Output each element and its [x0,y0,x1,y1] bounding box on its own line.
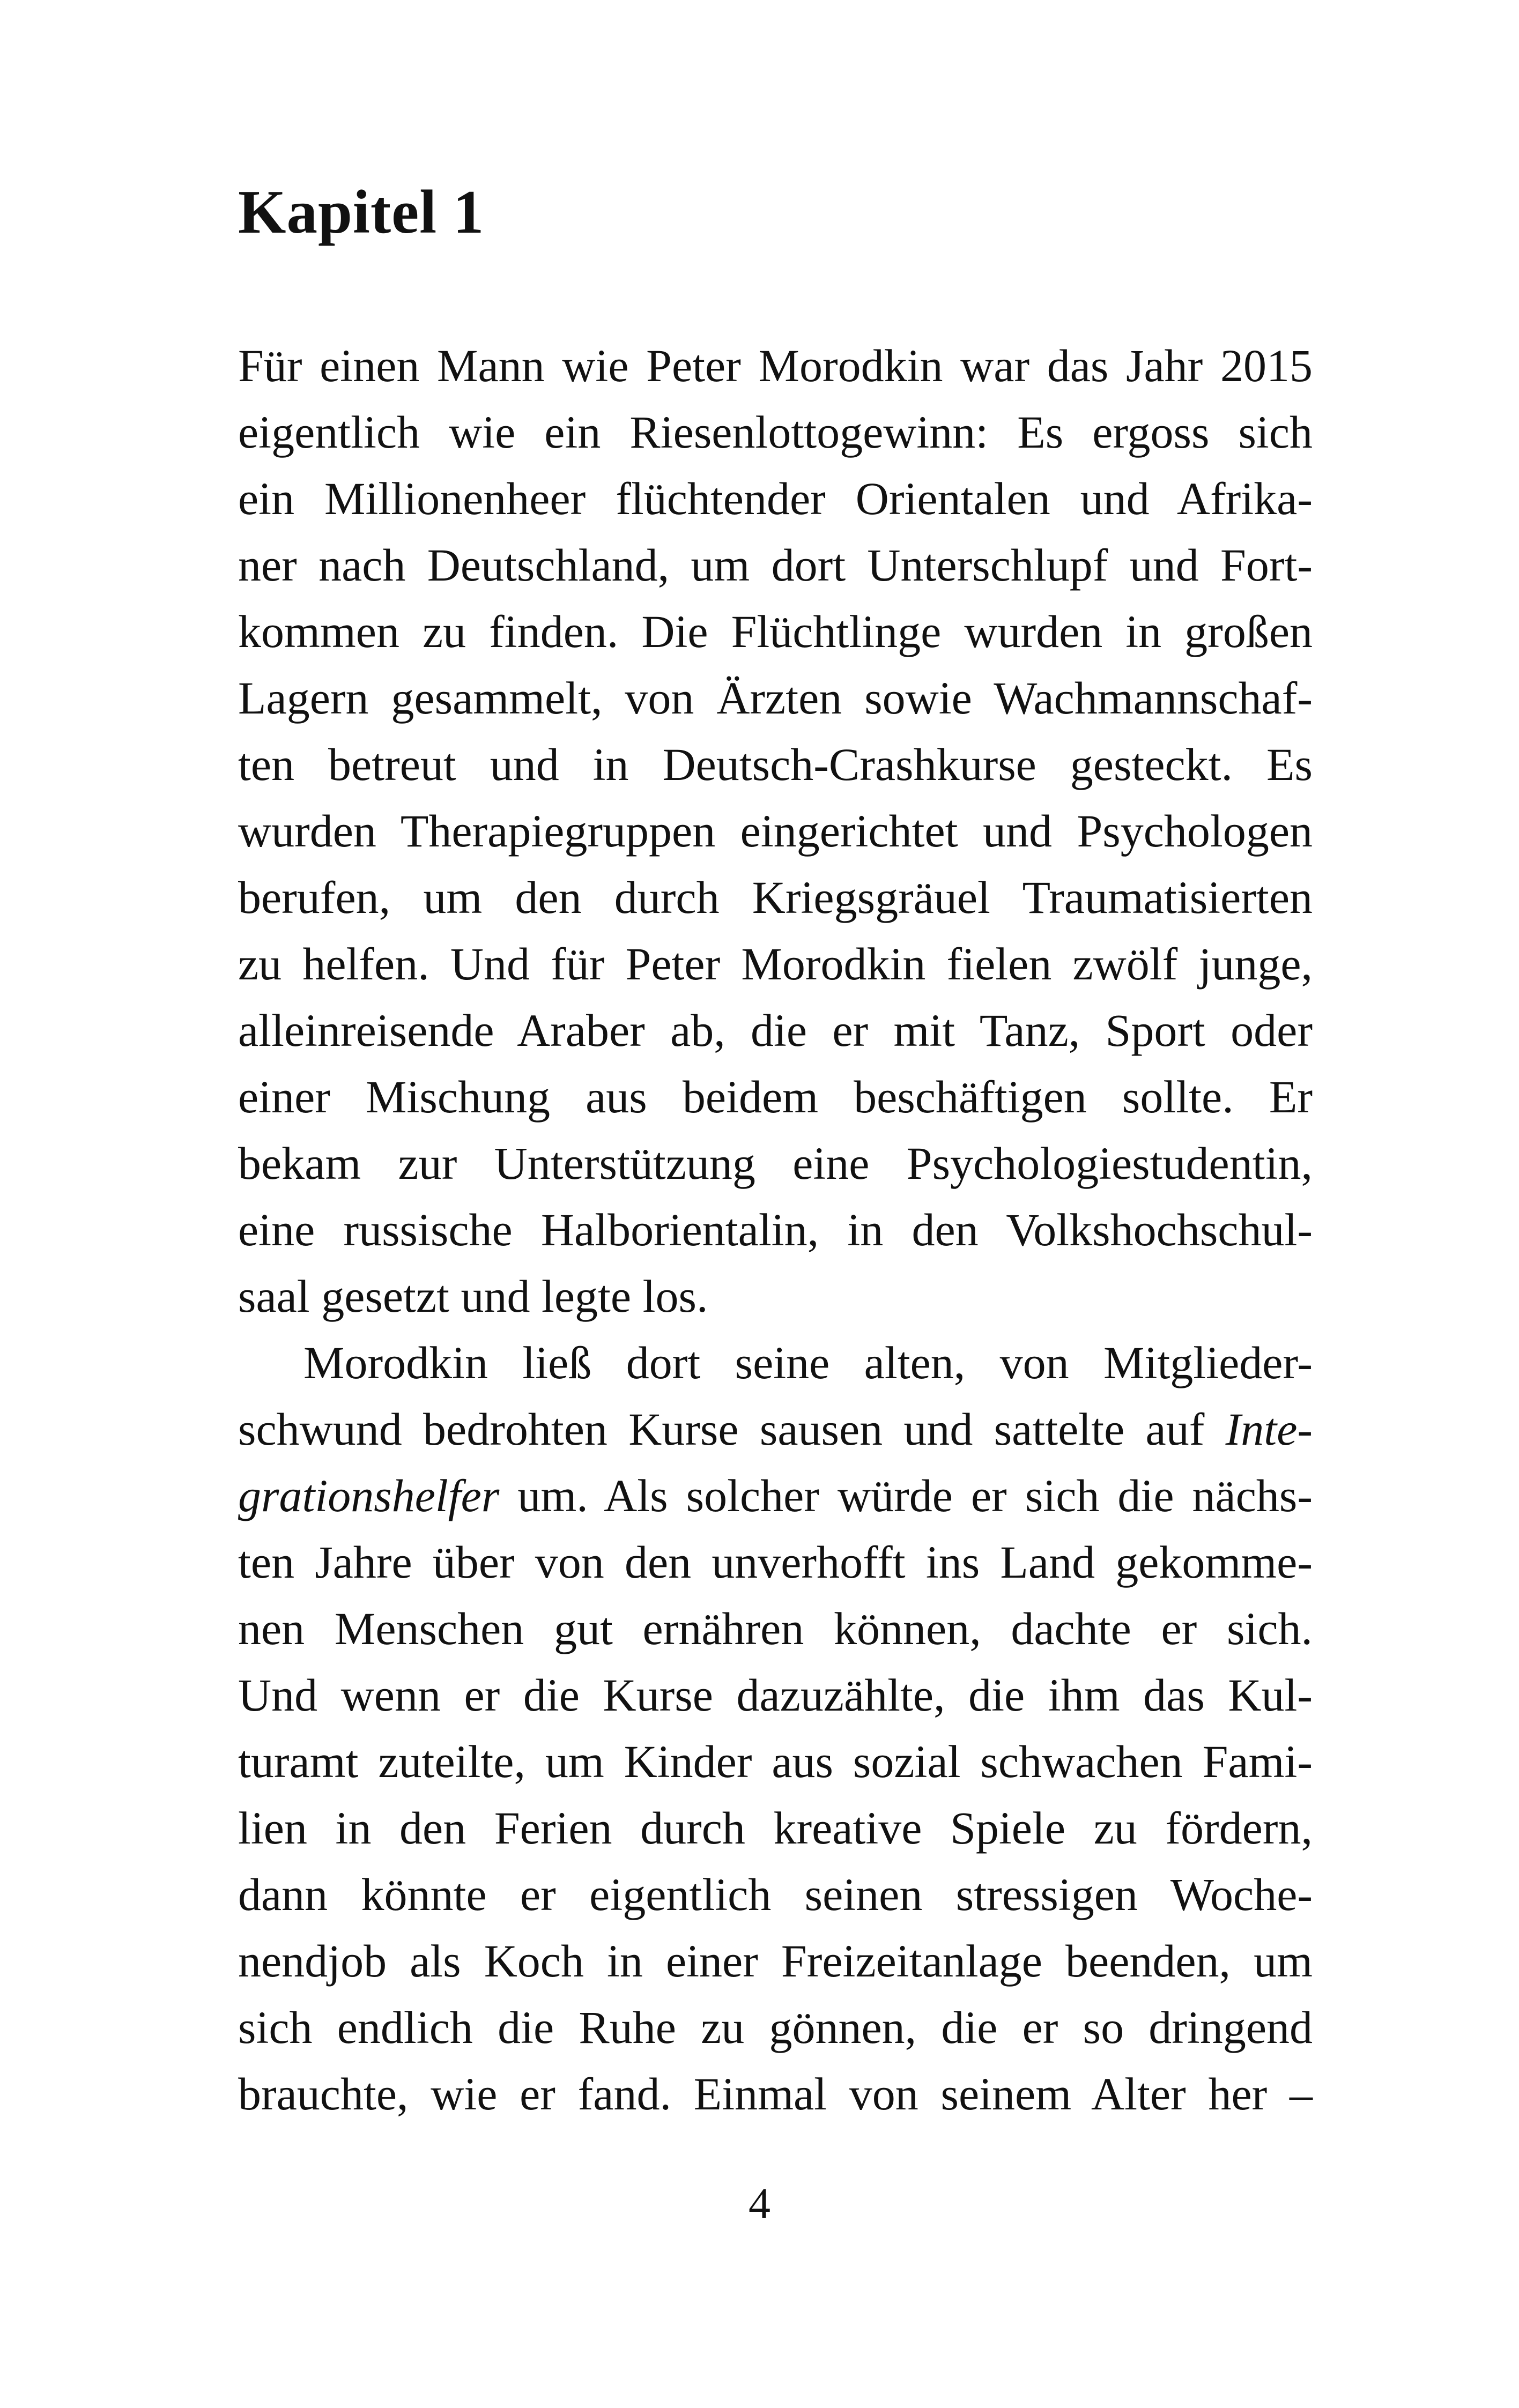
italic-text-segment: Inte- [1225,1403,1313,1455]
page-number: 4 [749,2179,770,2228]
text-segment: um. Als solcher würde er sich die nächs- [499,1470,1313,1521]
text-line: zu helfen. Und für Peter Morodkin fielen zwölf junge, [238,938,1313,990]
text-line: brauchte, wie er fand. Einmal von seinem Alter her – [238,2068,1313,2120]
body-text [238,332,1313,2127]
text-line: nen Menschen gut ernähren können, dachte er sich. [238,1603,1313,1654]
text-line: Lagern gesammelt, von Ärzten sowie Wachmannschaf- [238,672,1313,724]
text-line: eine russische Halborientalin, in den Volkshochschul- [238,1204,1313,1255]
text-line: kommen zu finden. Die Flüchtlinge wurden in großen [238,606,1313,657]
text-line: Für einen Mann wie Peter Morodkin war das Jahr 2015 [238,340,1313,391]
text-line: alleinreisende Araber ab, die er mit Tanz, Sport oder [238,1005,1313,1056]
text-line: wurden Therapiegruppen eingerichtet und Psychologen [238,805,1313,857]
text-line [238,1462,1313,1529]
text-line: bekam zur Unterstützung eine Psychologiestudentin, [238,1138,1313,1189]
text-segment: schwund bedrohten Kurse sausen und sattelte auf [238,1403,1226,1455]
text-line: Und wenn er die Kurse dazuzählte, die ihm das Kul- [238,1669,1313,1721]
text-line: ein Millionenheer flüchtender Orientalen und Afrika- [238,473,1313,524]
text-line: berufen, um den durch Kriegsgräuel Traumatisierten [238,872,1313,923]
text-line-paragraph-end: saal gesetzt und legte los. [238,1270,708,1322]
text-line: dann könnte er eigentlich seinen stressigen Woche- [238,1869,1313,1920]
text-line: eigentlich wie ein Riesenlottogewinn: Es ergoss sich [238,406,1313,458]
text-line: einer Mischung aus beidem beschäftigen sollte. Er [238,1071,1313,1123]
text-line: ner nach Deutschland, um dort Unterschlupf und Fort- [238,539,1313,591]
text-line: lien in den Ferien durch kreative Spiele zu fördern, [238,1802,1313,1854]
text-line: sich endlich die Ruhe zu gönnen, die er so dringend [238,2002,1313,2053]
text-line [238,1396,1313,1462]
text-line-paragraph-start: Morodkin ließ dort seine alten, von Mitglieder- [303,1337,1313,1388]
chapter-title: Kapitel 1 [238,178,485,246]
text-line: ten betreut und in Deutsch-Crashkurse gesteckt. Es [238,739,1313,790]
text-line: turamt zuteilte, um Kinder aus sozial schwachen Fami- [238,1736,1313,1787]
italic-text-segment: grationshelfer [238,1470,500,1521]
text-line: ten Jahre über von den unverhofft ins Land gekomme- [238,1536,1313,1588]
text-line: nendjob als Koch in einer Freizeitanlage beenden, um [238,1935,1313,1987]
